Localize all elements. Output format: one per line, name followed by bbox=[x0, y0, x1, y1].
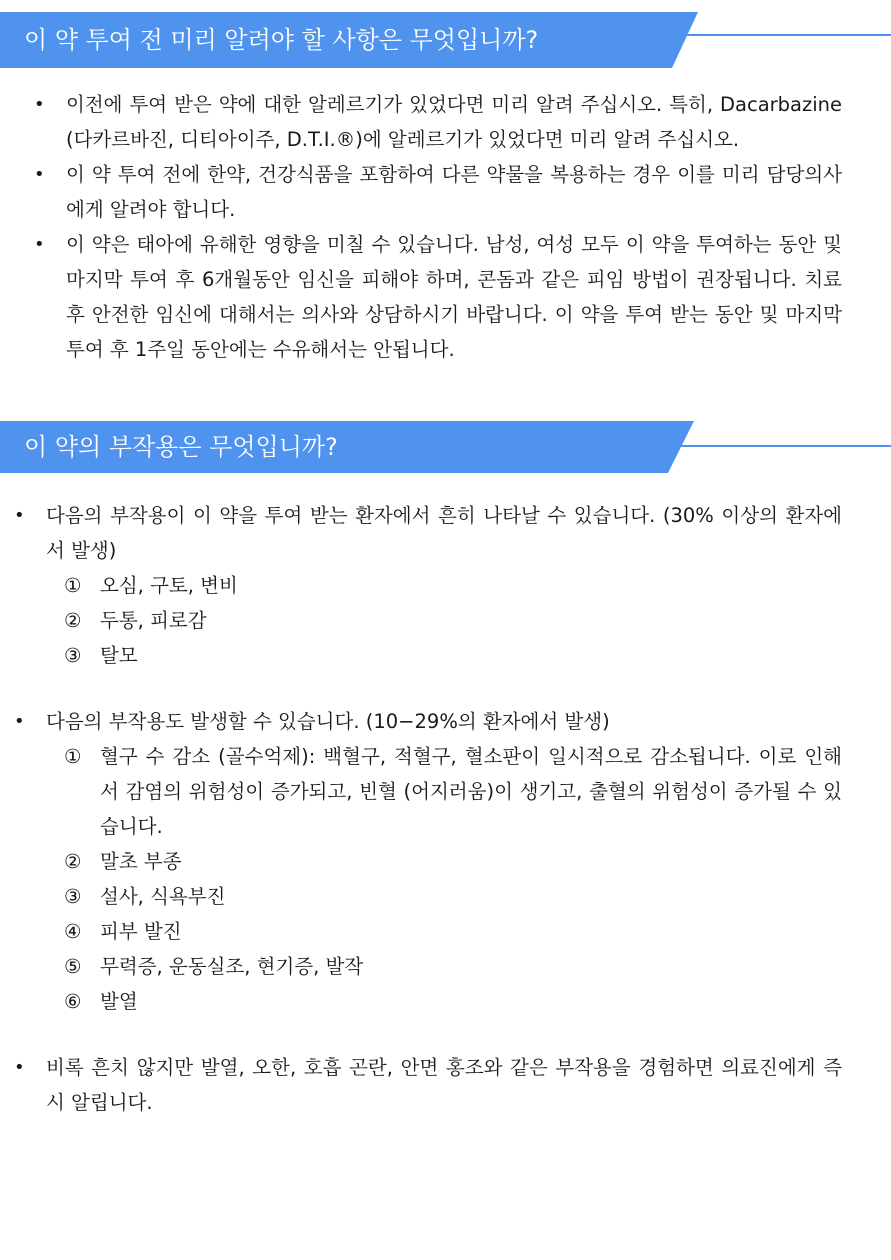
header-rule bbox=[680, 445, 891, 447]
rare-side-effects-group bbox=[14, 1050, 842, 1120]
bullet-icon: • bbox=[34, 164, 45, 185]
section-header-side-effects bbox=[0, 421, 891, 477]
section-title: 이 약의 부작용은 무엇입니까? bbox=[24, 433, 338, 461]
bullet-icon: • bbox=[14, 505, 25, 526]
list-item-text: 이전에 투여 받은 약에 대한 알레르기가 있었다면 미리 알려 주십시오. 특히, Dacarbazine (다카르바진, 디티아이주, D.T.I.®)에 알레르기가 있었다면 미리 알려 주십시오. bbox=[66, 93, 842, 151]
side-effect-text: 혈구 수 감소 (골수억제): 백혈구, 적혈구, 혈소판이 일시적으로 감소됩니다. 이로 인해서 감염의 위험성이 증가되고, 빈혈 (어지러움)이 생기고, 출혈의 위험성이 증가될 수 있습니다. bbox=[100, 745, 842, 838]
side-effect-item bbox=[64, 568, 842, 603]
side-effect-item bbox=[64, 914, 842, 949]
bullet-icon: • bbox=[34, 94, 45, 115]
side-effect-list bbox=[64, 739, 842, 1019]
item-number: ① bbox=[64, 574, 82, 597]
bullet-icon: • bbox=[14, 711, 25, 732]
side-effect-item bbox=[64, 638, 842, 673]
pre-treatment-notice-list bbox=[34, 87, 842, 367]
group-intro: 비록 흔치 않지만 발열, 오한, 호흡 곤란, 안면 홍조와 같은 부작용을 경험하면 의료진에게 즉시 알립니다. bbox=[46, 1056, 842, 1114]
item-number: ⑥ bbox=[64, 990, 82, 1013]
item-number: ⑤ bbox=[64, 955, 82, 978]
list-item bbox=[34, 227, 842, 367]
item-number: ② bbox=[64, 850, 82, 873]
list-item bbox=[14, 704, 842, 739]
list-item bbox=[34, 87, 842, 157]
side-effect-item bbox=[64, 603, 842, 638]
list-item-text: 이 약은 태아에 유해한 영향을 미칠 수 있습니다. 남성, 여성 모두 이 약을 투여하는 동안 및 마지막 투여 후 6개월동안 임신을 피해야 하며, 콘돔과 같은 피임 방법이 권장됩니다. 치료 후 안전한 임신에 대해서는 의사와 상담하시기 바랍니다. 이 약을 투여 받는 동안 및 마지막 투여 후 1주일 동안에는 수유해서는 안됩니다. bbox=[66, 233, 842, 361]
side-effect-text: 피부 발진 bbox=[100, 920, 182, 943]
common-side-effects-group bbox=[14, 498, 842, 673]
side-effect-item bbox=[64, 984, 842, 1019]
side-effect-item bbox=[64, 949, 842, 984]
side-effect-text: 탈모 bbox=[100, 644, 138, 667]
side-effect-item bbox=[64, 844, 842, 879]
list-item bbox=[34, 157, 842, 227]
possible-side-effects-group bbox=[14, 704, 842, 1019]
header-rule bbox=[686, 34, 891, 36]
item-number: ④ bbox=[64, 920, 82, 943]
side-effect-text: 두통, 피로감 bbox=[100, 609, 207, 632]
group-intro: 다음의 부작용도 발생할 수 있습니다. (10−29%의 환자에서 발생) bbox=[46, 710, 610, 733]
list-item bbox=[14, 1050, 842, 1120]
list-item-text: 이 약 투여 전에 한약, 건강식품을 포함하여 다른 약물을 복용하는 경우 이를 미리 담당의사에게 알려야 합니다. bbox=[66, 163, 842, 221]
list-item bbox=[14, 498, 842, 568]
item-number: ③ bbox=[64, 885, 82, 908]
side-effect-text: 오심, 구토, 변비 bbox=[100, 574, 238, 597]
side-effect-item bbox=[64, 879, 842, 914]
side-effect-text: 무력증, 운동실조, 현기증, 발작 bbox=[100, 955, 364, 978]
side-effect-item bbox=[64, 739, 842, 844]
side-effect-text: 발열 bbox=[100, 990, 138, 1013]
item-number: ③ bbox=[64, 644, 82, 667]
group-intro: 다음의 부작용이 이 약을 투여 받는 환자에서 흔히 나타날 수 있습니다. (30% 이상의 환자에서 발생) bbox=[46, 504, 842, 562]
section-title: 이 약 투여 전 미리 알려야 할 사항은 무엇입니까? bbox=[24, 26, 539, 54]
bullet-icon: • bbox=[14, 1057, 25, 1078]
item-number: ② bbox=[64, 609, 82, 632]
bullet-icon: • bbox=[34, 234, 45, 255]
section-header-before-treatment bbox=[0, 12, 891, 68]
side-effect-list bbox=[64, 568, 842, 673]
side-effect-text: 말초 부종 bbox=[100, 850, 182, 873]
side-effect-text: 설사, 식욕부진 bbox=[100, 885, 226, 908]
item-number: ① bbox=[64, 745, 82, 768]
